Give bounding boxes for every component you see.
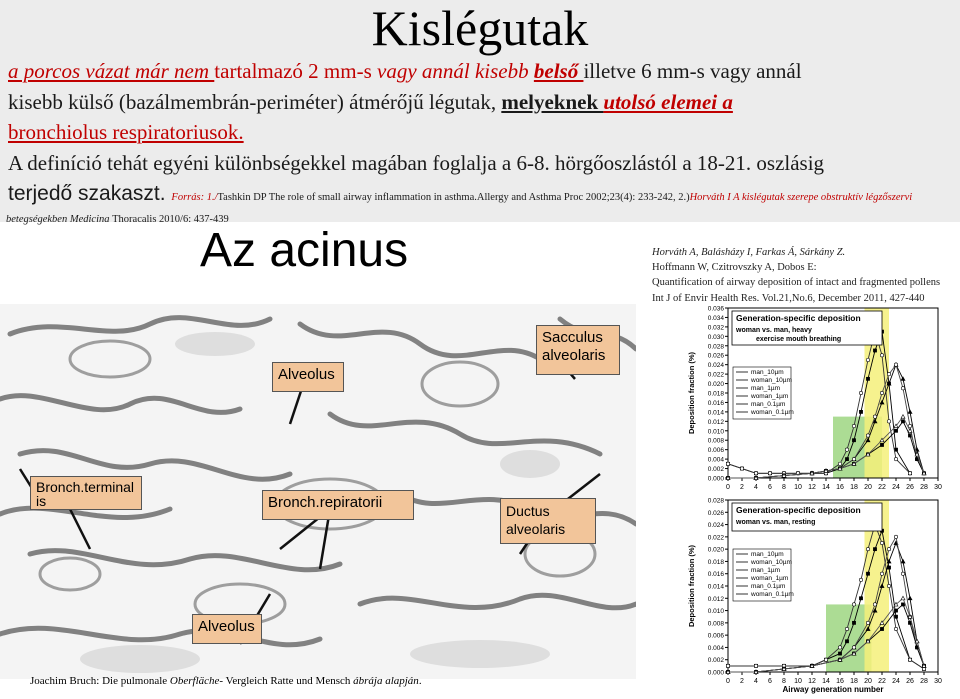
data-point [859, 578, 862, 581]
acinus-heading: Az acinus [200, 224, 409, 277]
para-text: Medicina [69, 213, 113, 225]
x-tick-label: 10 [794, 678, 802, 685]
data-point [901, 596, 905, 600]
y-tick-label: 0.016 [707, 571, 724, 579]
caption-text: ábrája alapján [353, 675, 419, 687]
data-point [894, 457, 897, 460]
data-point [887, 584, 890, 587]
data-point [866, 434, 869, 437]
x-tick-label: 20 [864, 484, 872, 491]
definition-paragraph [8, 56, 953, 230]
legend-label: woman_10µm [751, 559, 792, 566]
data-point [880, 541, 883, 544]
data-point [894, 627, 897, 630]
data-point [852, 424, 855, 427]
y-tick-label: 0.026 [707, 352, 724, 360]
y-tick-label: 0.018 [707, 390, 724, 398]
data-point [880, 627, 883, 630]
para-line-2 [8, 87, 953, 118]
x-tick-label: 28 [920, 678, 928, 685]
y-tick-label: 0.002 [707, 466, 724, 474]
chart-subtitle: exercise mouth breathing [756, 336, 842, 343]
data-point [901, 387, 904, 390]
data-point [740, 467, 743, 470]
data-point [894, 609, 897, 612]
y-tick-label: 0.000 [707, 669, 724, 677]
x-tick-label: 12 [808, 484, 816, 491]
x-tick-label: 0 [726, 678, 730, 685]
y-tick-label: 0.020 [707, 546, 724, 554]
data-point [852, 646, 855, 649]
legend-label: woman_1µm [751, 575, 789, 582]
y-tick-label: 0.030 [707, 333, 724, 341]
chart-title: Generation-specific deposition [736, 313, 861, 323]
data-point [754, 664, 757, 667]
x-tick-label: 26 [906, 678, 914, 685]
data-point [887, 547, 890, 550]
x-tick-label: 16 [836, 678, 844, 685]
chart-subtitle: woman vs. man, resting [736, 519, 816, 526]
label-bronch-terminalis: Bronch.terminal is [30, 476, 142, 510]
data-point [845, 448, 848, 451]
data-point [880, 354, 883, 357]
label-bronch-respiratorii: Bronch.repiratorii [262, 490, 414, 520]
y-tick-label: 0.008 [707, 437, 724, 445]
data-point [845, 640, 848, 643]
y-tick-label: 0.032 [707, 324, 724, 332]
data-point [838, 652, 841, 655]
data-point [901, 377, 905, 381]
para-text: Horváth I A kislégutak szerepe obstruktív légzőszervi [689, 192, 913, 203]
data-point [726, 664, 729, 667]
y-tick-label: 0.022 [707, 534, 724, 542]
x-axis-label: Airway generation number [782, 685, 884, 694]
data-point [852, 439, 855, 442]
chart-resting-svg [684, 496, 944, 694]
data-point [887, 372, 890, 375]
legend-label: man_0.1µm [751, 583, 786, 590]
y-tick-label: 0.016 [707, 399, 724, 407]
data-point [852, 457, 855, 460]
legend-label: man_10µm [751, 369, 784, 376]
y-tick-label: 0.004 [707, 644, 724, 652]
x-tick-label: 26 [906, 484, 914, 491]
y-axis-label: Deposition fraction (%) [687, 351, 696, 435]
y-tick-label: 0.036 [707, 305, 724, 313]
y-tick-label: 0.002 [707, 657, 724, 665]
x-tick-label: 28 [920, 484, 928, 491]
data-point [859, 391, 862, 394]
legend-label: man_0.1µm [751, 401, 786, 408]
y-tick-label: 0.018 [707, 558, 724, 566]
x-tick-label: 24 [892, 484, 900, 491]
data-point [894, 363, 897, 366]
label-alveolus-bottom: Alveolus [192, 614, 262, 644]
x-tick-label: 4 [754, 678, 758, 685]
data-point [908, 410, 912, 414]
data-point [880, 391, 883, 394]
para-text: Forrás: 1./ [171, 192, 218, 203]
y-tick-label: 0.000 [707, 475, 724, 483]
data-point [852, 603, 855, 606]
caption-text: Oberfläche [169, 675, 220, 687]
para-text: melyeknek [501, 89, 604, 114]
x-tick-label: 10 [794, 484, 802, 491]
data-point [894, 535, 897, 538]
y-tick-label: 0.010 [707, 428, 724, 436]
reference-line: Hoffmann W, Czitrovszky A, Dobos E: [652, 262, 817, 274]
y-tick-label: 0.020 [707, 381, 724, 389]
x-tick-label: 12 [808, 678, 816, 685]
x-tick-label: 20 [864, 678, 872, 685]
y-tick-label: 0.028 [707, 497, 724, 505]
data-point [880, 572, 883, 575]
caption-text: - Vergleich Ratte und Mensch [219, 675, 354, 687]
y-tick-label: 0.014 [707, 583, 724, 591]
data-point [887, 420, 890, 423]
reference-line: Quantification of airway deposition of intact and fragmented pollens [652, 277, 941, 289]
data-point [845, 458, 848, 461]
chart-title: Generation-specific deposition [736, 505, 861, 515]
micrograph-caption [30, 673, 422, 689]
y-tick-label: 0.014 [707, 409, 724, 417]
data-point [845, 627, 848, 630]
label-sacculus-alveolaris: Sacculus alveolaris [536, 325, 620, 375]
x-tick-label: 24 [892, 678, 900, 685]
data-point [859, 597, 862, 600]
data-point [866, 621, 869, 624]
y-tick-label: 0.026 [707, 509, 724, 517]
caption-text: . [418, 675, 422, 687]
x-tick-label: 22 [878, 678, 886, 685]
y-tick-label: 0.024 [707, 362, 724, 370]
label-ductus-alveolaris: Ductus alveolaris [500, 498, 596, 544]
data-point [859, 410, 862, 413]
caption-text: Joachim Bruch: Die pulmonale [30, 675, 170, 687]
legend-label: woman_0.1µm [751, 591, 794, 598]
data-point [908, 424, 911, 427]
y-tick-label: 0.010 [707, 608, 724, 616]
x-tick-label: 6 [768, 678, 772, 685]
data-point [866, 572, 869, 575]
legend-label: man_1µm [751, 567, 781, 574]
x-tick-label: 6 [768, 484, 772, 491]
para-text: kisebb külső (bazálmembrán-periméter) átmérőjű légutak, [8, 89, 502, 114]
page-title: Kislégutak [371, 0, 589, 56]
data-point [901, 415, 905, 419]
y-tick-label: 0.004 [707, 456, 724, 464]
chart-exercise-svg [684, 304, 944, 496]
y-tick-label: 0.012 [707, 595, 724, 603]
data-point [873, 415, 876, 418]
para-text: betegségekben [6, 213, 70, 225]
x-tick-label: 30 [934, 484, 942, 491]
reference-line: Int J of Envir Health Res. Vol.21,No.6, December 2011, 427-440 [652, 292, 925, 304]
para-text: vagy annál kisebb [377, 59, 534, 83]
para-text: utolsó elemei a [603, 89, 733, 114]
y-tick-label: 0.022 [707, 371, 724, 379]
x-tick-label: 8 [782, 678, 786, 685]
x-tick-label: 4 [754, 484, 758, 491]
data-point [726, 462, 729, 465]
x-tick-label: 14 [822, 484, 830, 491]
data-point [768, 472, 771, 475]
x-tick-label: 2 [740, 484, 744, 491]
para-text: bronchiolus respiratoriusok. [8, 120, 244, 144]
data-point [866, 547, 869, 550]
data-point [852, 621, 855, 624]
x-tick-label: 14 [822, 678, 830, 685]
para-line-1 [8, 56, 953, 87]
y-axis-label: Deposition fraction (%) [687, 544, 696, 628]
para-text: a porcos vázat már nem [8, 59, 215, 83]
data-point [824, 658, 827, 661]
x-tick-label: 18 [850, 678, 858, 685]
data-point [873, 349, 876, 352]
x-tick-label: 16 [836, 484, 844, 491]
data-point [838, 462, 841, 465]
x-tick-label: 18 [850, 484, 858, 491]
y-tick-label: 0.034 [707, 314, 724, 322]
data-point [908, 472, 911, 475]
legend-label: woman_10µm [751, 377, 792, 384]
para-text: Thoracalis 2010/6: 437-439 [112, 213, 229, 225]
data-point [873, 603, 876, 606]
legend-label: woman_1µm [751, 393, 789, 400]
para-text: tartalmazó 2 mm-s [214, 59, 377, 83]
y-tick-label: 0.028 [707, 343, 724, 351]
para-text: Tashkin DP The role of small airway inflammation in asthma.Allergy and Asthma Proc 2002;23(4): 233-242, 2.) [217, 192, 690, 203]
para-text: terjedő szakaszt. [8, 182, 172, 205]
x-tick-label: 22 [878, 484, 886, 491]
x-tick-label: 8 [782, 484, 786, 491]
para-text: belső [533, 59, 584, 83]
para-line-3 [8, 117, 953, 148]
data-point [894, 429, 897, 432]
data-point [838, 646, 841, 649]
deposition-chart-resting [684, 496, 944, 694]
data-point [901, 572, 904, 575]
label-alveolus-top: Alveolus [272, 362, 344, 392]
para-line-4 [8, 148, 953, 179]
reference-block [652, 245, 957, 306]
y-tick-label: 0.008 [707, 620, 724, 628]
legend-label: man_10µm [751, 551, 784, 558]
reference-line: Horváth A, Balásházy I, Farkas Á, Sárkány Z. [652, 247, 846, 258]
x-tick-label: 30 [934, 678, 942, 685]
lung-micrograph [0, 304, 636, 679]
data-point [754, 472, 757, 475]
y-tick-label: 0.006 [707, 447, 724, 455]
legend-label: woman_0.1µm [751, 409, 794, 416]
x-tick-label: 2 [740, 678, 744, 685]
chart-subtitle: woman vs. man, heavy [736, 327, 812, 334]
data-point [901, 603, 904, 606]
data-point [873, 548, 876, 551]
data-point [880, 443, 883, 446]
data-point [894, 615, 897, 618]
y-tick-label: 0.006 [707, 632, 724, 640]
data-point [908, 596, 912, 600]
legend-label: man_1µm [751, 385, 781, 392]
data-point [901, 559, 905, 563]
para-text: A definíció tehát egyéni különbségekkel magában foglalja a 6-8. hörgőoszlástól a 18-21. oszlásig [8, 150, 825, 175]
data-point [866, 377, 869, 380]
data-point [901, 420, 904, 423]
deposition-chart-exercise [684, 304, 944, 496]
x-tick-label: 0 [726, 484, 730, 491]
data-point [866, 358, 869, 361]
y-tick-label: 0.012 [707, 418, 724, 426]
data-point [908, 658, 911, 661]
y-tick-label: 0.024 [707, 522, 724, 530]
para-text: illetve 6 mm-s vagy annál [583, 59, 802, 83]
